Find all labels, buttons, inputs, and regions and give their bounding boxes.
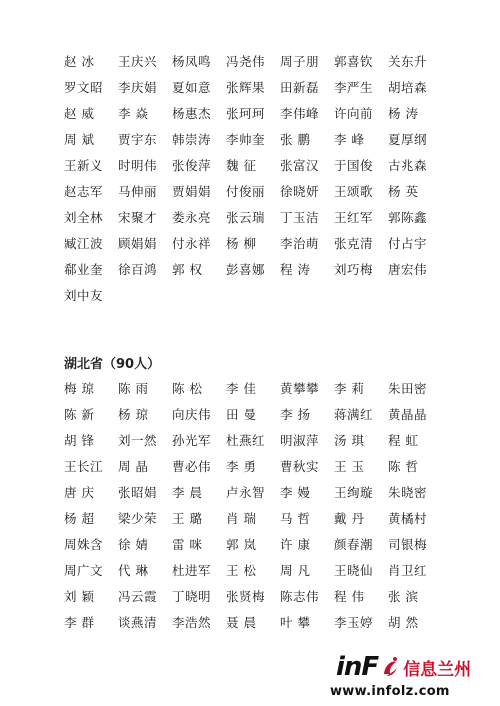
person-name: 杨 英 <box>388 184 419 199</box>
person-name: 李 焱 <box>118 106 149 121</box>
person-name: 夏厚纲 <box>388 132 428 147</box>
person-name: 田新磊 <box>280 80 320 95</box>
person-name: 陈 雨 <box>118 381 149 396</box>
person-name: 李帅奎 <box>226 132 266 147</box>
person-name: 杨 超 <box>64 511 95 526</box>
person-name: 张俊萍 <box>172 158 212 173</box>
person-name: 徐 婧 <box>118 537 149 552</box>
person-name: 贾宇东 <box>118 132 158 147</box>
person-name: 朱晓密 <box>388 485 428 500</box>
person-name: 孙光军 <box>172 433 212 448</box>
person-name: 古兆森 <box>388 158 428 173</box>
person-name: 胡 然 <box>388 615 419 630</box>
person-name: 郗业奎 <box>64 262 104 277</box>
person-name: 胡培森 <box>388 80 428 95</box>
person-name: 魏 征 <box>226 158 257 173</box>
person-name: 杜进军 <box>172 563 212 578</box>
person-name: 王红军 <box>334 210 374 225</box>
person-name: 李严生 <box>334 80 374 95</box>
person-name: 张富汉 <box>280 158 320 173</box>
person-name: 贾娟娟 <box>172 184 212 199</box>
person-name: 王颂歌 <box>334 184 374 199</box>
person-name: 杨 柳 <box>226 236 257 251</box>
person-name: 臧江波 <box>64 236 104 251</box>
name-row <box>64 230 444 256</box>
person-name: 陈 新 <box>64 407 95 422</box>
person-name: 顾娟娟 <box>118 236 158 251</box>
name-row <box>64 204 444 230</box>
person-name: 李 佳 <box>226 381 257 396</box>
name-row <box>64 479 444 505</box>
person-name: 付俊丽 <box>226 184 266 199</box>
person-name: 冯尧伟 <box>226 54 266 69</box>
person-name: 蒋满红 <box>334 407 374 422</box>
person-name: 向庆伟 <box>172 407 212 422</box>
person-name: 冯云霞 <box>118 589 158 604</box>
person-name: 王庆兴 <box>118 54 158 69</box>
person-name: 杨惠杰 <box>172 106 212 121</box>
person-name: 张贤梅 <box>226 589 266 604</box>
person-name: 王 玉 <box>334 459 365 474</box>
name-row <box>64 100 444 126</box>
person-name: 李治萌 <box>280 236 320 251</box>
person-name: 叶 攀 <box>280 615 311 630</box>
person-name: 肖卫红 <box>388 563 428 578</box>
person-name: 李浩然 <box>172 615 212 630</box>
name-row <box>64 256 444 282</box>
person-name: 陈 哲 <box>388 459 419 474</box>
person-name: 徐晓妍 <box>280 184 320 199</box>
person-name: 周 晶 <box>118 459 149 474</box>
person-name: 赵 冰 <box>64 54 95 69</box>
name-row <box>64 557 444 583</box>
person-name: 梁少荣 <box>118 511 158 526</box>
person-name: 程 涛 <box>280 262 311 277</box>
person-name: 张 鹏 <box>280 132 311 147</box>
person-name: 曹必伟 <box>172 459 212 474</box>
person-name: 黄橘村 <box>388 511 428 526</box>
person-name: 谈燕清 <box>118 615 158 630</box>
person-name: 赵 威 <box>64 106 95 121</box>
name-row <box>64 178 444 204</box>
person-name: 宋聚才 <box>118 210 158 225</box>
name-row <box>64 427 444 453</box>
person-name: 周子朋 <box>280 54 320 69</box>
name-row <box>64 282 444 308</box>
person-name: 明淑萍 <box>280 433 320 448</box>
logo-text-f: F <box>361 652 380 682</box>
person-name: 曹秋实 <box>280 459 320 474</box>
person-name: 朱田密 <box>388 381 428 396</box>
name-row <box>64 48 444 74</box>
person-name: 程 伟 <box>334 589 365 604</box>
person-name: 田 曼 <box>226 407 257 422</box>
name-row <box>64 152 444 178</box>
person-name: 司银梅 <box>388 537 428 552</box>
person-name: 时明伟 <box>118 158 158 173</box>
person-name: 彭喜娜 <box>226 262 266 277</box>
person-name: 李 峰 <box>334 132 365 147</box>
person-name: 付永祥 <box>172 236 212 251</box>
person-name: 徐百鸿 <box>118 262 158 277</box>
person-name: 李 群 <box>64 615 95 630</box>
person-name: 李 扬 <box>280 407 311 422</box>
person-name: 刘巧梅 <box>334 262 374 277</box>
person-name: 张 滨 <box>388 589 419 604</box>
name-row <box>64 74 444 100</box>
person-name: 丁玉洁 <box>280 210 320 225</box>
person-name: 王绚璇 <box>334 485 374 500</box>
person-name: 王长江 <box>64 459 104 474</box>
logo-text-in: in <box>336 652 362 682</box>
person-name: 刘全林 <box>64 210 104 225</box>
person-name: 李伟峰 <box>280 106 320 121</box>
person-name: 梅 琼 <box>64 381 95 396</box>
name-row <box>64 505 444 531</box>
person-name: 夏如意 <box>172 80 212 95</box>
person-name: 李玉婷 <box>334 615 374 630</box>
logo-chinese-text: 信息兰州 <box>403 659 472 680</box>
person-name: 胡 锋 <box>64 433 95 448</box>
logo-swirl-icon <box>381 656 399 678</box>
person-name: 张珂珂 <box>226 106 266 121</box>
person-name: 汤 琪 <box>334 433 365 448</box>
person-name: 杨 琼 <box>118 407 149 422</box>
person-name: 郭陈鑫 <box>388 210 428 225</box>
person-name: 张克清 <box>334 236 374 251</box>
person-name: 刘一然 <box>118 433 158 448</box>
person-name: 颜春潮 <box>334 537 374 552</box>
person-name: 于国俊 <box>334 158 374 173</box>
person-name: 杨 涛 <box>388 106 419 121</box>
name-row <box>64 453 444 479</box>
person-name: 聂 晨 <box>226 615 257 630</box>
person-name: 雷 咪 <box>172 537 203 552</box>
person-name: 娄永亮 <box>172 210 212 225</box>
watermark-logo <box>336 652 471 682</box>
person-name: 陈 松 <box>172 381 203 396</box>
person-name: 周 凡 <box>280 563 311 578</box>
name-row <box>64 401 444 427</box>
person-name: 付占宇 <box>388 236 428 251</box>
person-name: 郭 岚 <box>226 537 257 552</box>
person-name: 刘中友 <box>64 288 104 303</box>
name-list-hubei <box>64 375 444 635</box>
person-name: 程 虹 <box>388 433 419 448</box>
person-name: 王晓仙 <box>334 563 374 578</box>
person-name: 李 勇 <box>226 459 257 474</box>
section-heading-hubei: 湖北省（90人） <box>64 357 161 372</box>
person-name: 许 康 <box>280 537 311 552</box>
person-name: 王新义 <box>64 158 104 173</box>
person-name: 郭 权 <box>172 262 203 277</box>
person-name: 李 晨 <box>172 485 203 500</box>
person-name: 黄晶晶 <box>388 407 428 422</box>
name-row <box>64 126 444 152</box>
person-name: 许向前 <box>334 106 374 121</box>
person-name: 马 哲 <box>280 511 311 526</box>
person-name: 周姝含 <box>64 537 104 552</box>
person-name: 李庆娟 <box>118 80 158 95</box>
name-row <box>64 531 444 557</box>
person-name: 张辉果 <box>226 80 266 95</box>
person-name: 杜燕红 <box>226 433 266 448</box>
person-name: 丁晓明 <box>172 589 212 604</box>
person-name: 张云瑞 <box>226 210 266 225</box>
person-name: 周广文 <box>64 563 104 578</box>
person-name: 韩崇涛 <box>172 132 212 147</box>
name-row <box>64 375 444 401</box>
person-name: 赵志军 <box>64 184 104 199</box>
person-name: 王 松 <box>226 563 257 578</box>
person-name: 张昭娟 <box>118 485 158 500</box>
name-list-continued <box>64 48 444 308</box>
person-name: 戴 丹 <box>334 511 365 526</box>
name-row <box>64 583 444 609</box>
name-row <box>64 609 444 635</box>
person-name: 陈志伟 <box>280 589 320 604</box>
person-name: 代 琳 <box>118 563 149 578</box>
person-name: 关东升 <box>388 54 428 69</box>
person-name: 黄攀攀 <box>280 381 320 396</box>
person-name: 刘 颖 <box>64 589 95 604</box>
person-name: 马伸丽 <box>118 184 158 199</box>
person-name: 肖 瑞 <box>226 511 257 526</box>
person-name: 罗文昭 <box>64 80 104 95</box>
person-name: 杨凤鸣 <box>172 54 212 69</box>
person-name: 唐宏伟 <box>388 262 428 277</box>
person-name: 李 莉 <box>334 381 365 396</box>
person-name: 郭喜钦 <box>334 54 374 69</box>
watermark-url: www.infolz.com <box>330 684 450 699</box>
person-name: 唐 庆 <box>64 485 95 500</box>
person-name: 李 嫚 <box>280 485 311 500</box>
person-name: 卢永智 <box>226 485 266 500</box>
person-name: 王 璐 <box>172 511 203 526</box>
person-name: 周 斌 <box>64 132 95 147</box>
